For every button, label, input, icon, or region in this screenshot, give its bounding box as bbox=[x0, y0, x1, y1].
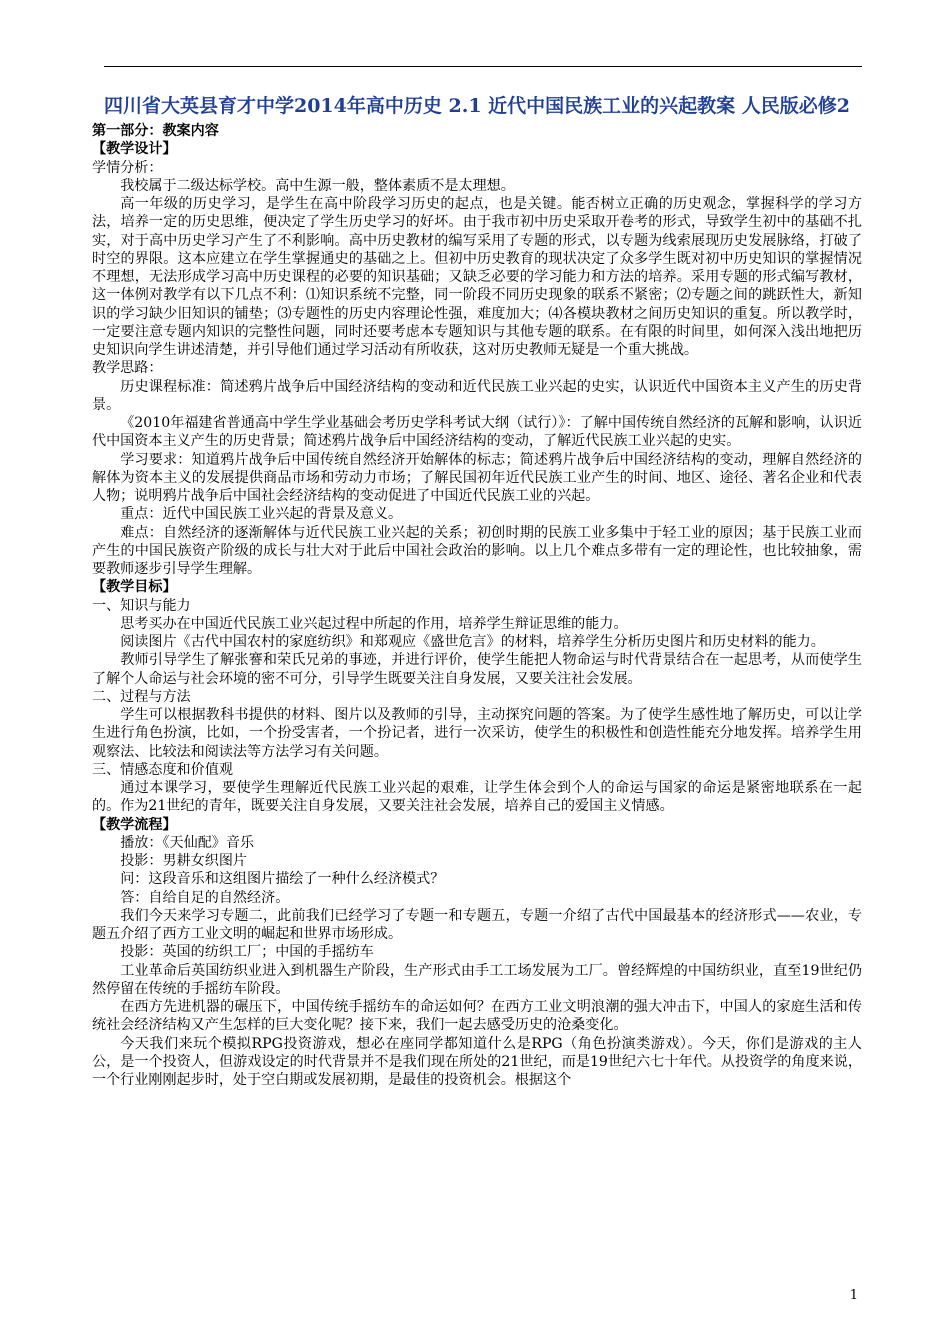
difficulty: 难点：自然经济的逐渐解体与近代民族工业兴起的关系；初创时期的民族工业多集中于轻工业的原因；基于民族工业而产生的中国民族资产阶级的成长与壮大对于此后中国社会政治的影响。以上几个难点多带有一定的理论性，也比较抽象，需要教师逐步引导学生理解。 bbox=[92, 524, 862, 577]
flow-line-6: 投影：英国的纺织工厂；中国的手摇纺车 bbox=[120, 944, 374, 961]
thinking-paragraph-2: 《2010年福建省普通高中学生学业基础会考历史学科考试大纲（试行）》：了解中国传统自然经济的瓦解和影响，认识近代中国资本主义产生的历史背景；简述鸦片战争后中国经济结构的变动，了解近代民族工业兴起的史实。 bbox=[92, 415, 862, 450]
goal3-label: 三、情感态度和价值观 bbox=[92, 761, 233, 778]
page-number: 1 bbox=[849, 1288, 858, 1303]
key-point: 重点：近代中国民族工业兴起的背景及意义。 bbox=[120, 506, 403, 523]
document-body bbox=[92, 122, 862, 1089]
thinking-label: 教学思路： bbox=[92, 360, 163, 377]
section-heading-design: 【教学设计】 bbox=[92, 141, 177, 158]
goal2-label: 二、过程与方法 bbox=[92, 688, 191, 705]
document-title: 四川省大英县育才中学2014年高中历史 2.1 近代中国民族工业的兴起教案 人民版必修2 bbox=[103, 95, 850, 117]
flow-line-8: 在西方先进机器的碾压下，中国传统手摇纺车的命运如何？在西方工业文明浪潮的强大冲击下，中国人的家庭生活和传统社会经济结构又产生怎样的巨大变化呢？接下来，我们一起去感受历史的沧桑变化。 bbox=[92, 999, 862, 1034]
goal3-paragraph-1: 通过本课学习，要使学生理解近代民族工业兴起的艰难，让学生体会到个人的命运与国家的命运是紧密地联系在一起的。作为21世纪的青年，既要关注自身发展，又要关注社会发展，培养自己的爱国主义情感。 bbox=[92, 780, 862, 815]
section-heading-flow: 【教学流程】 bbox=[92, 816, 177, 833]
flow-line-4: 答：自给自足的自然经济。 bbox=[120, 889, 290, 906]
goal1-paragraph-1: 思考买办在中国近代民族工业兴起过程中所起的作用，培养学生辩证思维的能力。 bbox=[120, 615, 628, 632]
flow-line-7: 工业革命后英国纺织业进入到机器生产阶段，生产形式由手工工场发展为工厂。曾经辉煌的中国纺织业，直至19世纪仍然停留在传统的手摇纺车阶段。 bbox=[92, 962, 862, 997]
goal1-label: 一、知识与能力 bbox=[92, 597, 191, 614]
goal1-paragraph-3: 教师引导学生了解张謇和荣氏兄弟的事迹，并进行评价，使学生能把人物命运与时代背景结合在一起思考，从而使学生了解个人命运与社会环境的密不可分，引导学生既要关注自身发展，又要关注社会发展。 bbox=[92, 652, 862, 687]
document-page bbox=[92, 94, 862, 1089]
header-rule bbox=[104, 66, 862, 67]
section-heading-goals: 【教学目标】 bbox=[92, 579, 177, 596]
analysis-paragraph-1: 我校属于二级达标学校。高中生源一般，整体素质不是太理想。 bbox=[120, 177, 515, 194]
flow-line-5: 我们今天来学习专题二，此前我们已经学习了专题一和专题五，专题一介绍了古代中国最基本的经济形式——农业，专题五介绍了西方工业文明的崛起和世界市场形成。 bbox=[92, 907, 862, 942]
flow-line-1: 播放：《天仙配》音乐 bbox=[120, 834, 255, 851]
goal1-paragraph-2: 阅读图片《古代中国农村的家庭纺织》和郑观应《盛世危言》的材料，培养学生分析历史图片和历史材料的能力。 bbox=[120, 634, 825, 650]
thinking-paragraph-1: 历史课程标准：简述鸦片战争后中国经济结构的变动和近代民族工业兴起的史实，认识近代中国资本主义产生的历史背景。 bbox=[92, 378, 862, 413]
part-heading: 第一部分：教案内容 bbox=[92, 123, 219, 139]
flow-line-3: 问：这段音乐和这组图片描绘了一种什么经济模式？ bbox=[120, 871, 445, 888]
flow-line-9: 今天我们来玩个模拟RPG投资游戏，想必在座同学都知道什么是RPG（角色扮演类游戏）。今天，你们是游戏的主人公，是一个投资人，但游戏设定的时代背景并不是我们现在所处的21世纪，而是19世纪六七十年代。从投资学的角度来说，一个行业刚刚起步时，处于空白期或发展初期，是最佳的投资机会。根据这个 bbox=[92, 1035, 862, 1088]
flow-line-2: 投影：男耕女织图片 bbox=[120, 853, 248, 869]
analysis-paragraph-2: 高一年级的历史学习，是学生在高中阶段学习历史的起点，也是关键。能否树立正确的历史观念，掌握科学的学习方法，培养一定的历史思维，便决定了学生历史学习的好坏。由于我市初中历史采取开卷考的形式，导致学生初中的基础不扎实，对于高中历史学习产生了不利影响。高中历史教材的编写采用了专题的形式，以专题为线索展现历史发展脉络，打破了时空的界限。这本应建立在学生掌握通史的基础之上。但初中历史教育的现状决定了众多学生既对初中历史知识的掌握情况不理想，无法形成学习高中历史课程的必要的知识基础；又缺乏必要的学习能力和方法的培养。采用专题的形式编写教材，这一体例对教学有以下几点不利：⑴知识系统不完整，同一阶段不同历史现象的联系不紧密；⑵专题之间的跳跃性大，新知识的学习缺少旧知识的铺垫；⑶专题性的历史内容理论性强，难度加大；⑷各模块教材之间历史知识的重复。所以教学时，一定要注意专题内知识的完整性问题，同时还要考虑本专题知识与其他专题的联系。在有限的时间里，如何深入浅出地把历史知识向学生讲述清楚，并引导他们通过学习活动有所收获，这对历史教师无疑是一个重大挑战。 bbox=[92, 196, 862, 358]
goal2-paragraph-1: 学生可以根据教科书提供的材料、图片以及教师的引导，主动探究问题的答案。为了使学生感性地了解历史，可以让学生进行角色扮演，比如，一个扮受害者，一个扮记者，进行一次采访，使学生的积极性和创造性能充分地发挥。培养学生用观察法、比较法和阅读法等方法学习有关问题。 bbox=[92, 707, 862, 760]
thinking-paragraph-3: 学习要求：知道鸦片战争后中国传统自然经济开始解体的标志；简述鸦片战争后中国经济结构的变动，理解自然经济的解体为资本主义的发展提供商品市场和劳动力市场；了解民国初年近代民族工业产生的时间、地区、途径、著名企业和代表人物；说明鸦片战争后中国社会经济结构的变动促进了中国近代民族工业的兴起。 bbox=[92, 451, 862, 504]
analysis-label: 学情分析： bbox=[92, 159, 163, 176]
